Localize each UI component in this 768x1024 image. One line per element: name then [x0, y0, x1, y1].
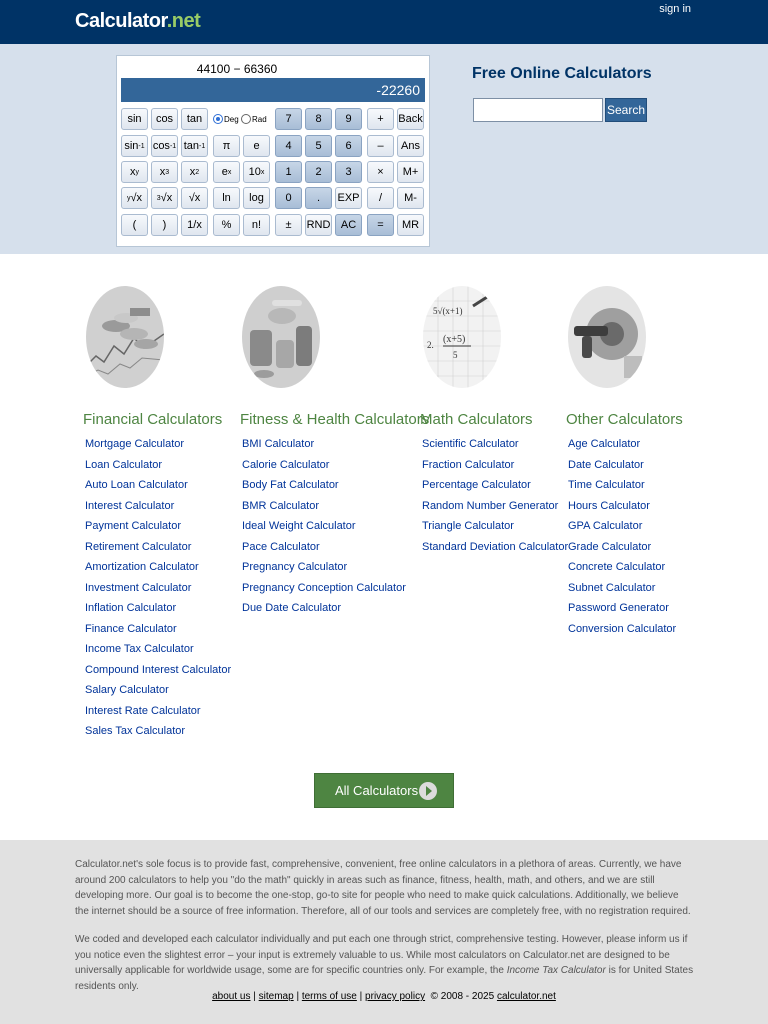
plus-minus-key[interactable]: ± [275, 214, 302, 236]
footer-para2-start: We coded and developed each calculator individually and put each one through strict, comprehensive testing. However, please inform us if you notice even the slightest error – your input is extremely valuable to us. While most calculators on Calculator.net are designed to be universally applicable for worldwide usage, some are for specific countries only. For example, the [75, 934, 688, 976]
ten-power-key-superscript: x [260, 168, 265, 176]
exp-power-key[interactable] [213, 161, 240, 183]
calculator-link[interactable]: Random Number Generator [422, 499, 559, 512]
cube-key-base: x [159, 166, 166, 178]
calculator-list-item [85, 623, 231, 644]
calculator-link[interactable]: Finance Calculator [85, 622, 177, 635]
ten-power-key-base: 10 [248, 166, 261, 178]
svg-text:5√(x+1): 5√(x+1) [433, 306, 463, 316]
calculator-link[interactable]: Income Tax Calculator [85, 643, 194, 655]
four-key[interactable]: 4 [275, 135, 302, 157]
calculator-list-item [568, 582, 676, 603]
calculator-link[interactable]: Mortgage Calculator [85, 438, 185, 450]
footer-para2-emphasis: Income Tax Calculator [506, 965, 606, 976]
back-key[interactable]: Back [397, 108, 424, 130]
cube-root-key[interactable] [151, 187, 178, 209]
arctan-key[interactable] [181, 135, 208, 157]
calculator-list-item [568, 500, 676, 521]
calculator-link[interactable]: Fraction Calculator [422, 458, 515, 471]
financial-calculators-list [85, 438, 231, 746]
arccos-key-base: cos [152, 140, 170, 152]
tan-key[interactable]: tan [181, 108, 208, 130]
square-key-base: x [189, 166, 196, 178]
ans-key[interactable]: Ans [397, 135, 424, 157]
divide-key[interactable]: / [367, 187, 394, 209]
math-category-title[interactable]: Math Calculators [420, 411, 533, 428]
sitemap-link[interactable]: sitemap [258, 991, 294, 1002]
calculator-link[interactable]: Subnet Calculator [568, 581, 656, 594]
other-calculators-list [568, 438, 676, 643]
fuel-illustration [568, 286, 646, 388]
site-header [0, 0, 768, 44]
footer-separator: | [296, 991, 300, 1002]
arctan-key-superscript: -1 [199, 142, 206, 150]
calculator-list-item [242, 582, 406, 603]
about-us-link[interactable]: about us [212, 991, 251, 1002]
calculator-list-item [422, 459, 568, 480]
sqrt-key[interactable]: √x [181, 187, 208, 209]
calculator-link[interactable]: Conversion Calculator [568, 622, 677, 635]
arcsin-key-base: sin [124, 140, 139, 152]
log-key[interactable]: log [243, 187, 270, 209]
cube-key[interactable] [151, 161, 178, 183]
five-key[interactable]: 5 [305, 135, 332, 157]
footer-separator: | [253, 991, 256, 1002]
math-formulas-image[interactable] [423, 286, 501, 388]
calculator-link[interactable]: Salary Calculator [85, 684, 169, 696]
calculator-link[interactable]: Pace Calculator [242, 540, 320, 553]
calculator-list-item [568, 541, 676, 562]
calculator-list-item [85, 602, 231, 623]
calculator-list-item [85, 438, 231, 459]
memory-plus-key[interactable]: M+ [397, 161, 424, 183]
calculator-link[interactable]: Payment Calculator [85, 520, 181, 532]
calculator-list-item [568, 479, 676, 500]
footer-about-paragraph: Calculator.net's sole focus is to provide fast, comprehensive, convenient, free online calculators in a plethora of areas. Currently, we have around 200 calculators to help you "do the math" quickly in areas such as finance, fitness, health, math, and others, and we are still developing more. Our goal is to become the one-stop, go-to site for people who need to make quick calculations. Additionally, we believe the internet should be a source of free information. Therefore, all of our tools and services are completely free, with no registration required. [75, 859, 691, 917]
logo-main-text: Calculator [75, 10, 167, 32]
calculator-link[interactable]: Loan Calculator [85, 458, 163, 471]
copyright-text: © 2008 - 2025 [430, 991, 495, 1002]
calculator-link[interactable]: Pregnancy Calculator [242, 561, 348, 573]
pi-key[interactable]: π [213, 135, 240, 157]
calculator-list-item [422, 479, 568, 500]
search-title: Free Online Calculators [472, 65, 652, 82]
angle-rad-option[interactable] [241, 114, 267, 124]
fitness-calculators-list [242, 438, 406, 623]
calculator-link[interactable]: BMR Calculator [242, 499, 320, 512]
all-clear-key[interactable]: AC [335, 214, 362, 236]
nth-root-key-index: y [126, 194, 131, 202]
radio-button-icon[interactable] [241, 114, 251, 124]
calculator-link[interactable]: Interest Calculator [85, 499, 175, 512]
calculator-link[interactable]: Investment Calculator [85, 581, 192, 594]
six-key[interactable]: 6 [335, 135, 362, 157]
exp-power-key-base: e [221, 166, 228, 178]
arctan-key-base: tan [183, 140, 200, 152]
decimal-key[interactable]: . [305, 187, 332, 209]
footer-para2-end: is for United States residents only. [75, 965, 694, 992]
power-key-base: x [130, 166, 136, 178]
calculator-link[interactable]: Pregnancy Conception Calculator [242, 581, 406, 594]
svg-text:2.: 2. [427, 340, 434, 350]
calculator-link[interactable]: GPA Calculator [568, 520, 643, 532]
calculator-list-item [85, 684, 231, 705]
two-key[interactable]: 2 [305, 161, 332, 183]
angle-option-label: Rad [252, 114, 267, 124]
calculator-list-item [85, 664, 231, 685]
calculator-link[interactable]: Auto Loan Calculator [85, 479, 188, 491]
calculator-list-item [568, 561, 676, 582]
calculator-link[interactable]: Triangle Calculator [422, 520, 514, 532]
calculator-list-item [85, 500, 231, 521]
privacy-policy-link[interactable]: privacy policy [365, 991, 426, 1002]
svg-text:(x+5): (x+5) [443, 334, 466, 345]
financial-coins-image[interactable] [86, 286, 164, 388]
calculator-link[interactable]: Hours Calculator [568, 499, 650, 512]
footer-separator: | [359, 991, 363, 1002]
health-illustration [242, 286, 320, 388]
math-illustration [423, 286, 501, 388]
factorial-key[interactable]: n! [243, 214, 270, 236]
ten-power-key[interactable] [243, 161, 270, 183]
power-key-superscript: y [135, 168, 139, 176]
calculator-link[interactable]: Ideal Weight Calculator [242, 520, 356, 532]
calculator-link[interactable]: Password Generator [568, 602, 669, 614]
reciprocal-key[interactable]: 1/x [181, 214, 208, 236]
scientific-calculator [116, 55, 430, 247]
financial-category-title[interactable]: Financial Calculators [83, 411, 223, 428]
memory-recall-key[interactable]: MR [397, 214, 424, 236]
calculator-list-item [85, 541, 231, 562]
calculator-list-item [568, 459, 676, 480]
minus-key[interactable]: – [367, 135, 394, 157]
nine-key[interactable]: 9 [335, 108, 362, 130]
calculator-list-item [242, 520, 406, 541]
search-button[interactable]: Search [605, 98, 647, 122]
math-calculators-list [422, 438, 568, 561]
calculator-link[interactable]: Interest Rate Calculator [85, 704, 201, 717]
calculator-link[interactable]: Sales Tax Calculator [85, 725, 186, 737]
sin-key[interactable]: sin [121, 108, 148, 130]
exp-power-key-superscript: x [227, 168, 232, 176]
calculator-list-item [242, 459, 406, 480]
calculator-link[interactable]: Grade Calculator [568, 540, 652, 553]
calculator-expression: 44100 − 66360 [196, 62, 278, 76]
calculator-list-item [242, 541, 406, 562]
calculator-link[interactable]: Inflation Calculator [85, 602, 177, 614]
search-input[interactable] [473, 98, 603, 122]
calculator-list-item [85, 582, 231, 603]
footer-links [0, 991, 768, 1002]
equals-key[interactable]: = [367, 214, 394, 236]
all-calculators-label: All Calculators [335, 783, 419, 798]
other-category-title[interactable]: Other Calculators [566, 411, 683, 428]
calculator-list-item [242, 500, 406, 521]
calculator-link[interactable]: Date Calculator [568, 458, 644, 471]
other-fuel-image[interactable] [568, 286, 646, 388]
calculator-link[interactable]: Scientific Calculator [422, 438, 519, 450]
arccos-key[interactable] [151, 135, 178, 157]
right-paren-key[interactable]: ) [151, 214, 178, 236]
square-key-superscript: 2 [195, 168, 200, 176]
calculator-link[interactable]: BMI Calculator [242, 438, 315, 450]
sign-in-link[interactable]: sign in [659, 3, 691, 15]
cube-root-key-radical: √x [160, 192, 173, 204]
coins-illustration [86, 286, 164, 388]
calculator-list-item [85, 705, 231, 726]
percent-key[interactable]: % [213, 214, 240, 236]
calculator-display: -22260 [121, 78, 425, 102]
calculator-link[interactable]: Compound Interest Calculator [85, 663, 232, 676]
calculator-list-item [422, 520, 568, 541]
fitness-health-image[interactable] [242, 286, 320, 388]
nth-root-key-radical: √x [130, 192, 143, 204]
calculator-list-item [85, 561, 231, 582]
zero-key[interactable]: 0 [275, 187, 302, 209]
arcsin-key[interactable] [121, 135, 148, 157]
cube-root-key-index: 3 [156, 194, 161, 202]
memory-minus-key[interactable]: M- [397, 187, 424, 209]
left-paren-key[interactable]: ( [121, 214, 148, 236]
calculator-list-item [242, 602, 406, 623]
svg-text:5: 5 [453, 350, 458, 360]
calculator-link[interactable]: Time Calculator [568, 479, 645, 491]
calculator-link[interactable]: Retirement Calculator [85, 540, 192, 553]
footer-testing-paragraph [75, 932, 695, 994]
e-key[interactable]: e [243, 135, 270, 157]
seven-key[interactable]: 7 [275, 108, 302, 130]
angle-option-label: Deg [224, 114, 239, 124]
eight-key[interactable]: 8 [305, 108, 332, 130]
arccos-key-superscript: -1 [169, 142, 177, 150]
three-key[interactable]: 3 [335, 161, 362, 183]
angle-deg-option[interactable] [213, 114, 239, 124]
calculator-list-item [568, 520, 676, 541]
terms-of-use-link[interactable]: terms of use [301, 991, 357, 1002]
calculator-list-item [568, 623, 676, 644]
nth-root-key[interactable] [121, 187, 148, 209]
fitness-category-title[interactable]: Fitness & Health Calculators [240, 411, 430, 428]
calculator-link[interactable]: Standard Deviation Calculator [422, 540, 569, 553]
cos-key[interactable]: cos [151, 108, 178, 130]
calculator-list-item [85, 520, 231, 541]
ln-key[interactable]: ln [213, 187, 240, 209]
random-key[interactable]: RND [305, 214, 332, 236]
calculator-link[interactable]: Percentage Calculator [422, 479, 531, 491]
calculator-list-item [568, 438, 676, 459]
calculator-link[interactable]: Age Calculator [568, 438, 641, 450]
one-key[interactable]: 1 [275, 161, 302, 183]
square-key[interactable] [181, 161, 208, 183]
times-key[interactable]: × [367, 161, 394, 183]
calculator-list-item [422, 541, 568, 562]
calculator-list-item [568, 602, 676, 623]
arcsin-key-superscript: -1 [138, 142, 145, 150]
calculator-link[interactable]: Amortization Calculator [85, 561, 199, 573]
calculator-list-item [85, 459, 231, 480]
cube-key-superscript: 3 [165, 168, 170, 176]
calculator-link[interactable]: Concrete Calculator [568, 561, 666, 573]
logo-suffix-text: .net [166, 10, 201, 32]
calculator-list-item [85, 725, 231, 746]
calculator-link[interactable]: Calorie Calculator [242, 458, 330, 471]
all-calculators-button[interactable] [314, 773, 454, 808]
arrow-right-icon [419, 782, 437, 800]
radio-button-icon[interactable] [213, 114, 223, 124]
calculator-link[interactable]: Due Date Calculator [242, 602, 342, 614]
power-key[interactable] [121, 161, 148, 183]
site-logo[interactable] [75, 10, 200, 33]
calculator-list-item [85, 479, 231, 500]
plus-key[interactable]: + [367, 108, 394, 130]
calculator-net-link[interactable]: calculator.net [496, 991, 556, 1002]
calculator-list-item [422, 500, 568, 521]
exp-key[interactable]: EXP [335, 187, 362, 209]
calculator-list-item [242, 479, 406, 500]
calculator-list-item [242, 561, 406, 582]
calculator-list-item [422, 438, 568, 459]
calculator-list-item [85, 643, 231, 664]
calculator-list-item [242, 438, 406, 459]
calculator-link[interactable]: Body Fat Calculator [242, 479, 339, 491]
